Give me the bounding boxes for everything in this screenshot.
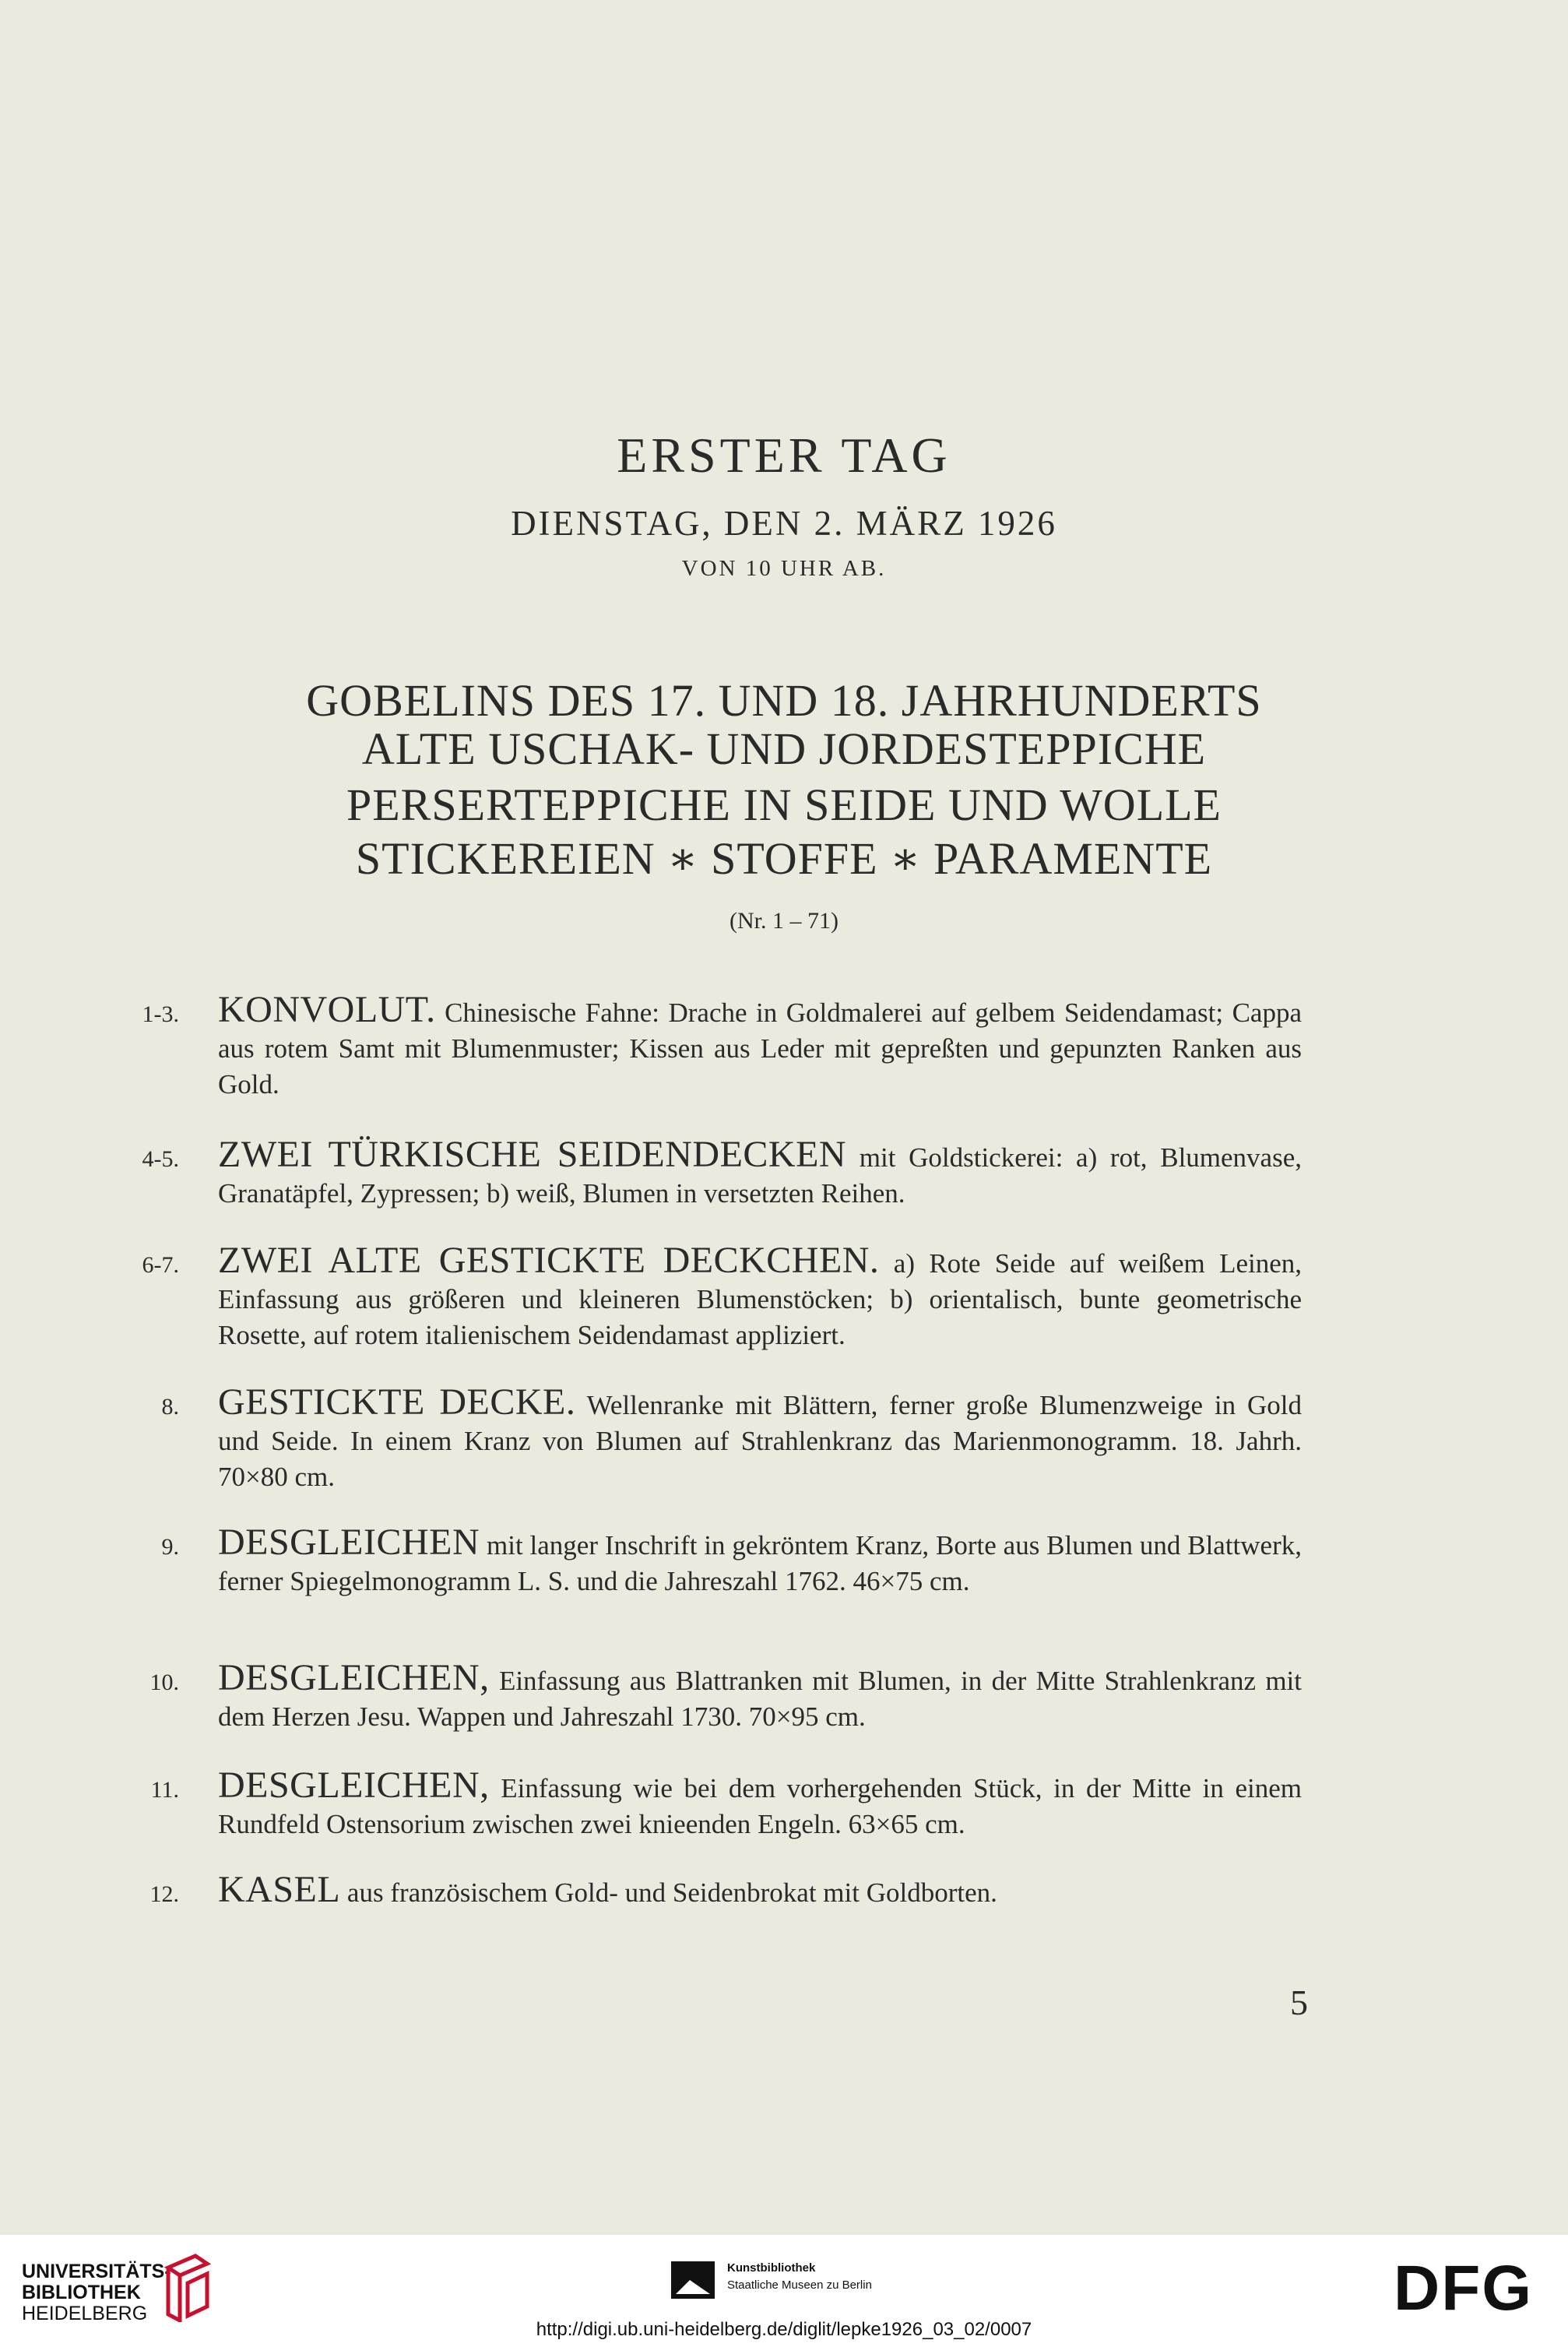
- ub-line-1: UNIVERSITÄTS-: [22, 2261, 171, 2282]
- kb-line-1: Kunstbibliothek: [727, 2261, 816, 2275]
- entry-text: Wellenranke mit Blättern, ferner große Blumenzweige in Gold und Seide. In einem Kranz von Blumen auf Strahlenkranz das Marienmonogramm. 18. Jahrh. 70×80 cm.: [218, 1390, 1302, 1492]
- university-library-label: [22, 2261, 171, 2324]
- entry-lead: ZWEI ALTE GESTICKTE DECKCHEN.: [218, 1240, 880, 1281]
- entry-lead: KONVOLUT.: [218, 989, 436, 1030]
- kunstbibliothek-label: [727, 2260, 872, 2294]
- section-heading-line-1: GOBELINS DES 17. UND 18. JAHRHUNDERTS: [306, 675, 1262, 726]
- number-range: (Nr. 1 – 71): [730, 908, 838, 934]
- entry-lead: DESGLEICHEN,: [218, 1657, 490, 1698]
- entry-number: 8.: [161, 1394, 179, 1420]
- ub-line-3: HEIDELBERG: [22, 2303, 148, 2324]
- section-heading-line-3: PERSERTEPPICHE IN SEIDE UND WOLLE: [346, 779, 1222, 830]
- entry-number: 10.: [149, 1670, 179, 1695]
- entry-number: 12.: [149, 1881, 179, 1907]
- section-heading-line-4: STICKEREIEN ∗ STOFFE ∗ PARAMENTE: [355, 833, 1213, 884]
- ub-heidelberg-logo-icon: [160, 2252, 215, 2322]
- entry-text: mit langer Inschrift in gekröntem Kranz, Borte aus Blumen und Blattwerk, ferner Spiegelmonogramm L. S. und die Jahreszahl 1762. 46×75 cm.: [218, 1530, 1302, 1596]
- date-line: DIENSTAG, DEN 2. MÄRZ 1926: [511, 504, 1057, 543]
- kb-line-2: Staatliche Museen zu Berlin: [727, 2278, 872, 2292]
- entry-text: mit Goldstickerei: a) rot, Blumenvase, Granatäpfel, Zypressen; b) weiß, Blumen in versetzten Reihen.: [218, 1142, 1302, 1209]
- entry-text: aus französischem Gold- und Seidenbrokat mit Goldborten.: [346, 1877, 997, 1908]
- source-url: http://digi.ub.uni-heidelberg.de/diglit/lepke1926_03_02/0007: [536, 2319, 1032, 2340]
- entry-text: Chinesische Fahne: Drache in Goldmalerei auf gelbem Seidendamast; Cappa aus rotem Samt mit Blumenmuster; Kissen aus Leder mit gepreßten und gepunzten Ranken aus Gold.: [218, 998, 1302, 1100]
- entry-number: 1-3.: [142, 1001, 179, 1027]
- digitization-footer: [0, 2235, 1568, 2347]
- dfg-logo: DFG: [1394, 2253, 1534, 2324]
- section-heading-line-2: ALTE USCHAK- UND JORDESTEPPICHE: [361, 723, 1207, 774]
- day-title: ERSTER TAG: [617, 428, 951, 483]
- entry-lead: KASEL: [218, 1869, 341, 1910]
- entry-lead: ZWEI TÜRKISCHE SEIDENDECKEN: [218, 1134, 847, 1175]
- ub-line-2: BIBLIOTHEK: [22, 2282, 141, 2303]
- time-line: VON 10 UHR AB.: [681, 556, 887, 581]
- kunstbibliothek-logo-icon: [668, 2258, 718, 2302]
- entry-number: 4-5.: [142, 1146, 179, 1172]
- page-number: 5: [1290, 1983, 1308, 2022]
- entry-lead: GESTICKTE DECKE.: [218, 1381, 576, 1423]
- entry-lead: DESGLEICHEN,: [218, 1765, 490, 1806]
- entry-lead: DESGLEICHEN: [218, 1522, 480, 1563]
- entry-text: Einfassung aus Blattranken mit Blumen, in der Mitte Strahlenkranz mit dem Herzen Jesu. Wappen und Jahreszahl 1730. 70×95 cm.: [218, 1666, 1303, 1732]
- entry-number: 9.: [161, 1534, 179, 1560]
- entry-number: 6-7.: [142, 1252, 179, 1278]
- entry-text: a) Rote Seide auf weißem Leinen, Einfassung aus größeren und kleineren Blumenstöcken; b) orientalisch, bunte geometrische Rosette, auf rotem italienischem Seidendamast appliziert.: [218, 1248, 1303, 1350]
- entry-text: Einfassung wie bei dem vorhergehenden Stück, in der Mitte in einem Rundfeld Ostensorium zwischen zwei knieenden Engeln. 63×65 cm.: [218, 1773, 1302, 1839]
- entry-number: 11.: [150, 1777, 179, 1803]
